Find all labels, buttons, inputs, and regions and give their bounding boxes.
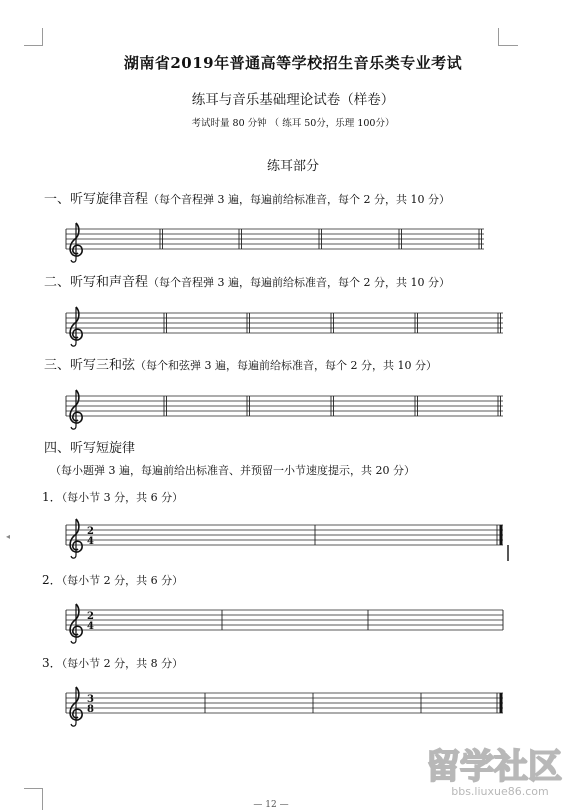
melody-item-label: 1．（每小节 3 分，共 6 分） — [42, 490, 184, 504]
watermark-logo — [410, 738, 580, 804]
time-signature-top: 2 — [87, 526, 94, 537]
staff-melody-3 — [66, 687, 503, 726]
staff-q3 — [66, 390, 503, 429]
time-signature-top: 3 — [87, 694, 94, 705]
watermark-graphic — [410, 738, 580, 800]
question-note: （每个和弦弹 3 遍，每遍前给标准音，每个 2 分，共 10 分） — [135, 359, 437, 372]
question-label: 二、听写和声音程 — [44, 275, 149, 290]
question-label: 四、听写短旋律 — [44, 441, 136, 456]
margin-arrow-icon: ◂ — [6, 532, 11, 541]
question-label: 一、听写旋律音程 — [44, 192, 149, 207]
question-label: 三、听写三和弦 — [44, 358, 136, 373]
time-signature-top: 2 — [87, 611, 94, 622]
time-signature-bottom: 4 — [87, 621, 94, 632]
question-note: （每个音程弹 3 遍，每遍前给标准音，每个 2 分，共 10 分） — [148, 193, 450, 206]
staff-melody-1 — [66, 519, 508, 561]
question-note: （每个音程弹 3 遍，每遍前给标准音，每个 2 分，共 10 分） — [148, 276, 450, 289]
exam-subtitle: 练耳与音乐基础理论试卷（样卷） — [191, 92, 395, 108]
watermark-text: 留学社区 — [426, 747, 562, 787]
section-heading: 练耳部分 — [266, 159, 319, 174]
page-number: — 12 — — [253, 800, 289, 810]
melody-item-label: 3．（每小节 2 分，共 8 分） — [42, 656, 184, 670]
staff-melody-2 — [66, 604, 503, 643]
watermark-url: bbs.liuxue86.com — [451, 785, 549, 798]
exam-title: 湖南省2019年普通高等学校招生音乐类专业考试 — [123, 54, 463, 72]
staff-q2 — [66, 307, 503, 346]
exam-meta: 考试时量 80 分钟 （ 练耳 50分，乐理 100分） — [191, 118, 395, 129]
melody-item-label: 2．（每小节 2 分，共 6 分） — [42, 573, 184, 587]
question-note: （每小题弹 3 遍，每遍前给出标准音、并预留一小节速度提示，共 20 分） — [50, 464, 415, 477]
time-signature-bottom: 8 — [87, 704, 94, 715]
time-signature-bottom: 4 — [87, 536, 94, 547]
staff-q1 — [66, 223, 484, 262]
